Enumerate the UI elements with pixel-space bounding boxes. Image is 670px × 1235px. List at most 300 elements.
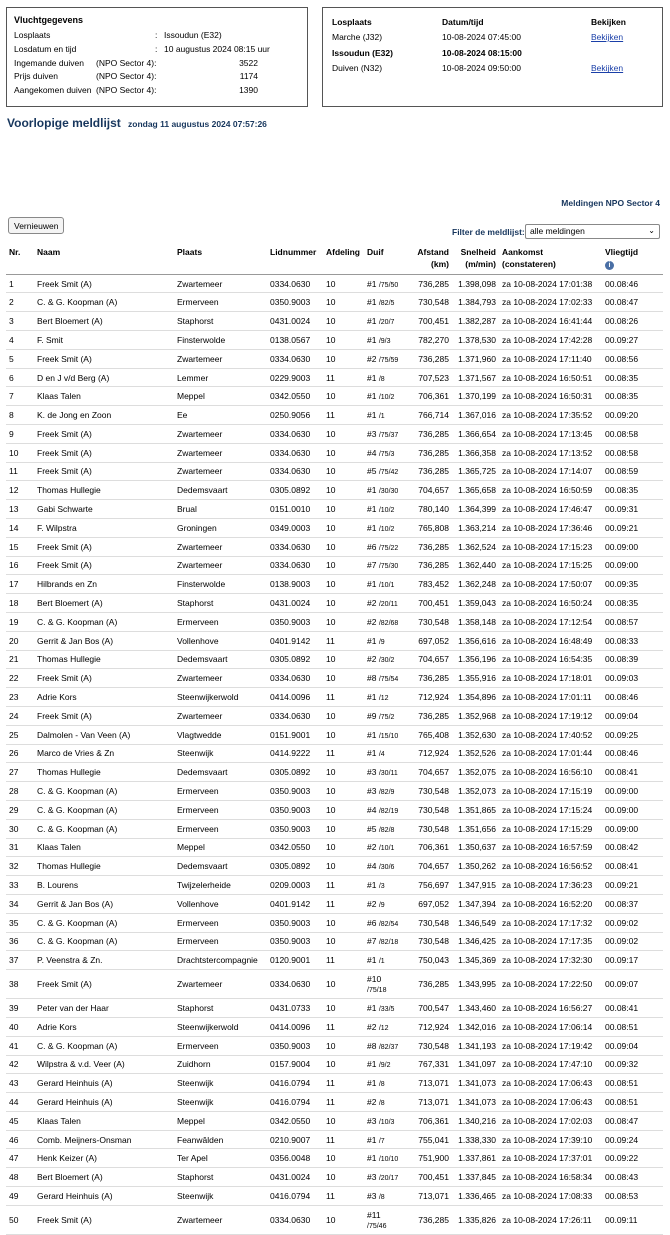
cell-member-number: 0334.0630: [267, 706, 323, 725]
flight-info-value: 1390: [239, 85, 258, 96]
cell-rank: 47: [6, 1149, 34, 1168]
cell-name: Klaas Talen: [34, 838, 174, 857]
cell-member-number: 0334.0630: [267, 1205, 323, 1234]
table-row: [6, 293, 663, 312]
cell-member-number: 0209.0003: [267, 876, 323, 895]
cell-pigeon: [364, 706, 411, 725]
cell-division: 10: [323, 1168, 364, 1187]
cell-distance: 706,361: [411, 387, 452, 406]
cell-place: Staphorst: [174, 594, 267, 613]
table-row: [6, 349, 663, 368]
cell-member-number: 0414.0096: [267, 688, 323, 707]
cell-distance: 704,657: [411, 481, 452, 500]
pigeon-number: #6: [367, 917, 377, 928]
cell-pigeon: [364, 913, 411, 932]
cell-place: Lemmer: [174, 368, 267, 387]
cell-distance: 704,657: [411, 857, 452, 876]
cell-member-number: 0350.9003: [267, 1036, 323, 1055]
cell-flight-time: 00.08:46: [602, 274, 663, 293]
cell-arrival: za 10-08-2024 17:06:43: [499, 1074, 602, 1093]
cell-arrival: za 10-08-2024 17:19:42: [499, 1036, 602, 1055]
cell-speed: 1.341,193: [452, 1036, 499, 1055]
flight-info-sector: (NPO Sector 4):: [96, 57, 157, 68]
cell-distance: 736,285: [411, 556, 452, 575]
pigeon-ref: /82/5: [378, 300, 395, 308]
cell-flight-time: 00.08:57: [602, 612, 663, 631]
pigeon-number: #9: [367, 710, 377, 721]
cell-member-number: 0305.0892: [267, 481, 323, 500]
cell-rank: 39: [6, 999, 34, 1018]
pigeon-number: #1: [367, 391, 377, 402]
cell-rank: 31: [6, 838, 34, 857]
cell-flight-time: 00.09:00: [602, 800, 663, 819]
cell-speed: 1.335,826: [452, 1205, 499, 1234]
pigeon-ref: /75/37: [378, 431, 399, 439]
cell-pigeon: [364, 1017, 411, 1036]
cell-division: 10: [323, 1111, 364, 1130]
cell-rank: 11: [6, 462, 34, 481]
cell-rank: 4: [6, 331, 34, 350]
cell-pigeon: [364, 1205, 411, 1234]
cell-name: Thomas Hullegie: [34, 650, 174, 669]
cell-distance: 700,451: [411, 1168, 452, 1187]
table-row: [6, 1017, 663, 1036]
cell-arrival: za 10-08-2024 16:48:49: [499, 631, 602, 650]
pigeon-number: #1: [367, 410, 377, 421]
header-member-number-label: Lidnummer: [270, 247, 317, 257]
cell-arrival: za 10-08-2024 16:54:35: [499, 650, 602, 669]
cell-place: Vollenhove: [174, 894, 267, 913]
cell-pigeon: [364, 1149, 411, 1168]
cell-name: Freek Smit (A): [34, 462, 174, 481]
cell-member-number: 0401.9142: [267, 631, 323, 650]
cell-member-number: 0342.0550: [267, 838, 323, 857]
cell-place: Dedemsvaart: [174, 763, 267, 782]
cell-name: Gerard Heinhuis (A): [34, 1187, 174, 1206]
table-row: [6, 951, 663, 970]
release-sites-panel: [322, 7, 663, 107]
cell-speed: 1.351,865: [452, 800, 499, 819]
cell-distance: 730,548: [411, 932, 452, 951]
table-row: [6, 725, 663, 744]
release-datetime-header: Datum/tijd: [442, 17, 484, 27]
cell-flight-time: 00.09:00: [602, 556, 663, 575]
page-date: zondag 11 augustus 2024 07:57:26: [128, 119, 267, 129]
cell-speed: 1.367,016: [452, 406, 499, 425]
cell-flight-time: 00.08:51: [602, 1017, 663, 1036]
pigeon-ref: /30/6: [378, 864, 395, 872]
view-release-link[interactable]: Bekijken: [591, 32, 624, 42]
pigeon-ref: /8: [378, 1081, 385, 1089]
cell-name: Peter van der Haar: [34, 999, 174, 1018]
pigeon-number: #8: [367, 1040, 377, 1051]
pigeon-ref: /12: [378, 695, 389, 703]
table-row: [6, 1168, 663, 1187]
info-icon[interactable]: i: [605, 261, 614, 270]
cell-rank: 13: [6, 500, 34, 519]
table-row: [6, 425, 663, 444]
pigeon-number: #4: [367, 861, 377, 872]
pigeon-number: #1: [367, 485, 377, 496]
cell-flight-time: 00.08:37: [602, 894, 663, 913]
pigeon-number: #1: [367, 1003, 377, 1013]
cell-arrival: za 10-08-2024 17:14:07: [499, 462, 602, 481]
cell-place: Zwartemeer: [174, 274, 267, 293]
cell-member-number: 0305.0892: [267, 763, 323, 782]
release-site-header: Losplaats: [332, 17, 372, 27]
cell-flight-time: 00.08:42: [602, 838, 663, 857]
cell-place: Zwartemeer: [174, 349, 267, 368]
pigeon-ref: /20/11: [378, 601, 398, 609]
pigeon-number: #1: [367, 692, 377, 703]
cell-flight-time: 00.09:25: [602, 725, 663, 744]
pigeon-ref: /10/2: [378, 394, 395, 402]
cell-division: 10: [323, 725, 364, 744]
table-row: [6, 537, 663, 556]
cell-place: Staphorst: [174, 312, 267, 331]
cell-division: 10: [323, 443, 364, 462]
chevron-down-icon: ⌄: [648, 226, 655, 235]
cell-rank: 3: [6, 312, 34, 331]
pigeon-number: #1: [367, 579, 377, 590]
cell-rank: 5: [6, 349, 34, 368]
cell-place: Groningen: [174, 518, 267, 537]
cell-arrival: za 10-08-2024 17:42:28: [499, 331, 602, 350]
view-release-link[interactable]: Bekijken: [591, 63, 624, 74]
cell-division: 11: [323, 1017, 364, 1036]
cell-division: 10: [323, 481, 364, 500]
cell-name: C. & G. Koopman (A): [34, 932, 174, 951]
header-arrival-label: Aankomst (constateren): [502, 247, 556, 270]
cell-member-number: 0349.0003: [267, 518, 323, 537]
cell-name: Thomas Hullegie: [34, 857, 174, 876]
cell-arrival: za 10-08-2024 17:40:52: [499, 725, 602, 744]
table-row: [6, 368, 663, 387]
cell-speed: 1.336,465: [452, 1187, 499, 1206]
cell-place: Feanwâlden: [174, 1130, 267, 1149]
cell-speed: 1.364,399: [452, 500, 499, 519]
cell-distance: 704,657: [411, 650, 452, 669]
cell-division: 10: [323, 1205, 364, 1234]
cell-division: 10: [323, 462, 364, 481]
cell-name: Freek Smit (A): [34, 274, 174, 293]
pigeon-ref: /75/3: [378, 450, 395, 458]
table-row: [6, 406, 663, 425]
cell-name: Freek Smit (A): [34, 669, 174, 688]
cell-name: Gabi Schwarte: [34, 500, 174, 519]
table-row: [6, 650, 663, 669]
cell-flight-time: 00.08:43: [602, 1168, 663, 1187]
cell-speed: 1.352,075: [452, 763, 499, 782]
cell-division: 10: [323, 782, 364, 801]
cell-speed: 1.346,425: [452, 932, 499, 951]
cell-division: 10: [323, 838, 364, 857]
cell-rank: 46: [6, 1130, 34, 1149]
cell-distance: 697,052: [411, 631, 452, 650]
cell-speed: 1.365,725: [452, 462, 499, 481]
cell-flight-time: 00.08:41: [602, 857, 663, 876]
table-row: [6, 763, 663, 782]
cell-distance: 730,548: [411, 612, 452, 631]
cell-member-number: 0334.0630: [267, 425, 323, 444]
cell-name: Adrie Kors: [34, 1017, 174, 1036]
cell-distance: 730,548: [411, 800, 452, 819]
cell-speed: 1.355,916: [452, 669, 499, 688]
table-row: [6, 500, 663, 519]
cell-pigeon: [364, 951, 411, 970]
cell-name: Gerard Heinhuis (A): [34, 1074, 174, 1093]
cell-pigeon: [364, 1055, 411, 1074]
pigeon-ref: /9/3: [378, 337, 391, 345]
pigeon-ref: /7: [378, 1137, 385, 1145]
cell-flight-time: 00.09:02: [602, 913, 663, 932]
cell-member-number: 0305.0892: [267, 857, 323, 876]
pigeon-number: #2: [367, 616, 377, 627]
cell-distance: 712,924: [411, 1017, 452, 1036]
pigeon-number: #1: [367, 1078, 377, 1089]
cell-division: 11: [323, 688, 364, 707]
table-row: [6, 744, 663, 763]
cell-pigeon: [364, 669, 411, 688]
cell-place: Ermerveen: [174, 612, 267, 631]
cell-speed: 1.350,637: [452, 838, 499, 857]
cell-pigeon: [364, 1036, 411, 1055]
cell-place: Ermerveen: [174, 800, 267, 819]
header-division: [323, 243, 364, 274]
pigeon-number: #2: [367, 1096, 377, 1107]
cell-speed: 1.371,960: [452, 349, 499, 368]
cell-name: Freek Smit (A): [34, 970, 174, 999]
cell-name: C. & G. Koopman (A): [34, 819, 174, 838]
cell-rank: 40: [6, 1017, 34, 1036]
pigeon-number: #1: [367, 334, 377, 345]
cell-rank: 32: [6, 857, 34, 876]
cell-arrival: za 10-08-2024 17:15:25: [499, 556, 602, 575]
cell-name: Freek Smit (A): [34, 425, 174, 444]
cell-rank: 20: [6, 631, 34, 650]
cell-place: Zuidhorn: [174, 1055, 267, 1074]
table-row: [6, 857, 663, 876]
pigeon-ref: /10/1: [378, 582, 395, 590]
cell-member-number: 0342.0550: [267, 387, 323, 406]
cell-place: Zwartemeer: [174, 970, 267, 999]
cell-speed: 1.366,654: [452, 425, 499, 444]
pigeon-number: #3: [367, 428, 377, 439]
cell-member-number: 0401.9142: [267, 894, 323, 913]
header-pigeon: [364, 243, 411, 274]
cell-rank: 2: [6, 293, 34, 312]
cell-distance: 730,548: [411, 819, 452, 838]
cell-pigeon: [364, 500, 411, 519]
pigeon-ref: /33/5: [378, 1006, 395, 1013]
cell-speed: 1.362,524: [452, 537, 499, 556]
cell-arrival: za 10-08-2024 16:50:51: [499, 368, 602, 387]
pigeon-number: #2: [367, 654, 377, 665]
release-site: Issoudun (E32): [332, 47, 393, 58]
cell-division: 11: [323, 631, 364, 650]
pigeon-number: #1: [367, 955, 377, 966]
cell-division: 10: [323, 819, 364, 838]
pigeon-number: #8: [367, 673, 377, 684]
cell-rank: 22: [6, 669, 34, 688]
cell-member-number: 0416.0794: [267, 1093, 323, 1112]
cell-name: C. & G. Koopman (A): [34, 800, 174, 819]
cell-name: F. Wilpstra: [34, 518, 174, 537]
pigeon-ref: /3: [378, 883, 385, 891]
cell-speed: 1.352,630: [452, 725, 499, 744]
cell-speed: 1.351,656: [452, 819, 499, 838]
cell-division: 10: [323, 913, 364, 932]
cell-member-number: 0334.0630: [267, 462, 323, 481]
header-name: [34, 243, 174, 274]
cell-distance: 706,361: [411, 1111, 452, 1130]
cell-place: Ee: [174, 406, 267, 425]
cell-division: 11: [323, 876, 364, 895]
cell-place: Zwartemeer: [174, 462, 267, 481]
pigeon-ref: /10/10: [378, 1156, 399, 1164]
cell-division: 10: [323, 1036, 364, 1055]
cell-rank: 6: [6, 368, 34, 387]
cell-name: Gerrit & Jan Bos (A): [34, 894, 174, 913]
cell-speed: 1.345,369: [452, 951, 499, 970]
release-datetime: 10-08-2024 08:15:00: [442, 47, 522, 58]
cell-flight-time: 00.09:11: [602, 1205, 663, 1234]
cell-place: Twijzelerheide: [174, 876, 267, 895]
filter-select[interactable]: [525, 224, 660, 239]
cell-name: C. & G. Koopman (A): [34, 293, 174, 312]
cell-arrival: za 10-08-2024 17:17:32: [499, 913, 602, 932]
cell-distance: 782,270: [411, 331, 452, 350]
cell-flight-time: 00.08:46: [602, 688, 663, 707]
cell-member-number: 0350.9003: [267, 913, 323, 932]
cell-rank: 7: [6, 387, 34, 406]
table-row: [6, 462, 663, 481]
cell-distance: 712,924: [411, 688, 452, 707]
cell-rank: 34: [6, 894, 34, 913]
header-pigeon-label: Duif: [367, 247, 384, 257]
cell-name: Freek Smit (A): [34, 1205, 174, 1234]
cell-member-number: 0416.0794: [267, 1187, 323, 1206]
cell-distance: 730,548: [411, 1036, 452, 1055]
cell-flight-time: 00.08:59: [602, 462, 663, 481]
flight-info-label: Losdatum en tijd: [14, 43, 77, 54]
pigeon-ref: /10/1: [378, 845, 395, 853]
table-row: [6, 443, 663, 462]
pigeon-number: #2: [367, 842, 377, 853]
cell-flight-time: 00.08:51: [602, 1093, 663, 1112]
header-nr: [6, 243, 34, 274]
pigeon-number: #3: [367, 767, 377, 778]
pigeon-ref: /9: [378, 901, 385, 909]
cell-name: Adrie Kors: [34, 688, 174, 707]
table-row: [6, 1187, 663, 1206]
table-row: [6, 1130, 663, 1149]
cell-place: Steenwijkerwold: [174, 1017, 267, 1036]
cell-distance: 736,285: [411, 706, 452, 725]
cell-member-number: 0334.0630: [267, 443, 323, 462]
refresh-button[interactable]: Vernieuwen: [8, 217, 64, 234]
cell-distance: 736,285: [411, 462, 452, 481]
table-row: [6, 999, 663, 1018]
cell-arrival: za 10-08-2024 17:22:50: [499, 970, 602, 999]
pigeon-number: #5: [367, 823, 377, 834]
table-row: [6, 894, 663, 913]
cell-rank: 24: [6, 706, 34, 725]
cell-division: 10: [323, 932, 364, 951]
cell-pigeon: [364, 1111, 411, 1130]
cell-speed: 1.358,148: [452, 612, 499, 631]
cell-distance: 730,548: [411, 913, 452, 932]
cell-distance: 700,451: [411, 312, 452, 331]
cell-distance: 736,285: [411, 274, 452, 293]
cell-speed: 1.366,358: [452, 443, 499, 462]
cell-place: Finsterwolde: [174, 575, 267, 594]
release-datetime: 10-08-2024 07:45:00: [442, 32, 521, 42]
cell-flight-time: 00.09:00: [602, 819, 663, 838]
cell-division: 11: [323, 368, 364, 387]
cell-rank: 42: [6, 1055, 34, 1074]
cell-speed: 1.342,016: [452, 1017, 499, 1036]
cell-pigeon: [364, 763, 411, 782]
cell-name: Thomas Hullegie: [34, 763, 174, 782]
cell-name: C. & G. Koopman (A): [34, 913, 174, 932]
cell-distance: 736,285: [411, 537, 452, 556]
pigeon-ref: /82/9: [378, 789, 395, 797]
cell-speed: 1.341,073: [452, 1093, 499, 1112]
cell-division: 10: [323, 387, 364, 406]
cell-arrival: za 10-08-2024 17:26:11: [499, 1205, 602, 1234]
table-row: [6, 556, 663, 575]
cell-rank: 10: [6, 443, 34, 462]
flight-info-label: Prijs duiven: [14, 71, 58, 82]
header-name-label: Naam: [37, 247, 61, 257]
cell-pigeon: [364, 331, 411, 350]
cell-arrival: za 10-08-2024 16:56:52: [499, 857, 602, 876]
table-row: [6, 387, 663, 406]
cell-flight-time: 00.09:07: [602, 970, 663, 999]
cell-member-number: 0416.0794: [267, 1074, 323, 1093]
pigeon-ref: /20/17: [378, 1175, 399, 1183]
pigeon-number: #1: [367, 316, 377, 327]
cell-arrival: za 10-08-2024 17:01:11: [499, 688, 602, 707]
table-row: [6, 1205, 663, 1234]
pigeon-ref: /75/54: [378, 676, 399, 684]
pigeon-number: #1: [367, 880, 377, 891]
table-row: [6, 876, 663, 895]
table-row: [6, 932, 663, 951]
flight-info-separator: :: [155, 30, 158, 40]
cell-rank: 43: [6, 1074, 34, 1093]
table-row: [6, 1055, 663, 1074]
cell-place: Brual: [174, 500, 267, 519]
cell-distance: 713,071: [411, 1074, 452, 1093]
table-row: [6, 1093, 663, 1112]
cell-division: 10: [323, 1055, 364, 1074]
cell-name: Bert Bloemert (A): [34, 312, 174, 331]
cell-speed: 1.362,248: [452, 575, 499, 594]
cell-pigeon: [364, 612, 411, 631]
cell-speed: 1.359,043: [452, 594, 499, 613]
cell-arrival: za 10-08-2024 17:19:12: [499, 706, 602, 725]
pigeon-number: #1: [367, 278, 377, 289]
cell-arrival: za 10-08-2024 17:15:29: [499, 819, 602, 838]
table-row: [6, 274, 663, 293]
cell-arrival: za 10-08-2024 17:32:30: [499, 951, 602, 970]
cell-arrival: za 10-08-2024 17:18:01: [499, 669, 602, 688]
cell-rank: 35: [6, 913, 34, 932]
cell-pigeon: [364, 819, 411, 838]
cell-distance: 697,052: [411, 894, 452, 913]
